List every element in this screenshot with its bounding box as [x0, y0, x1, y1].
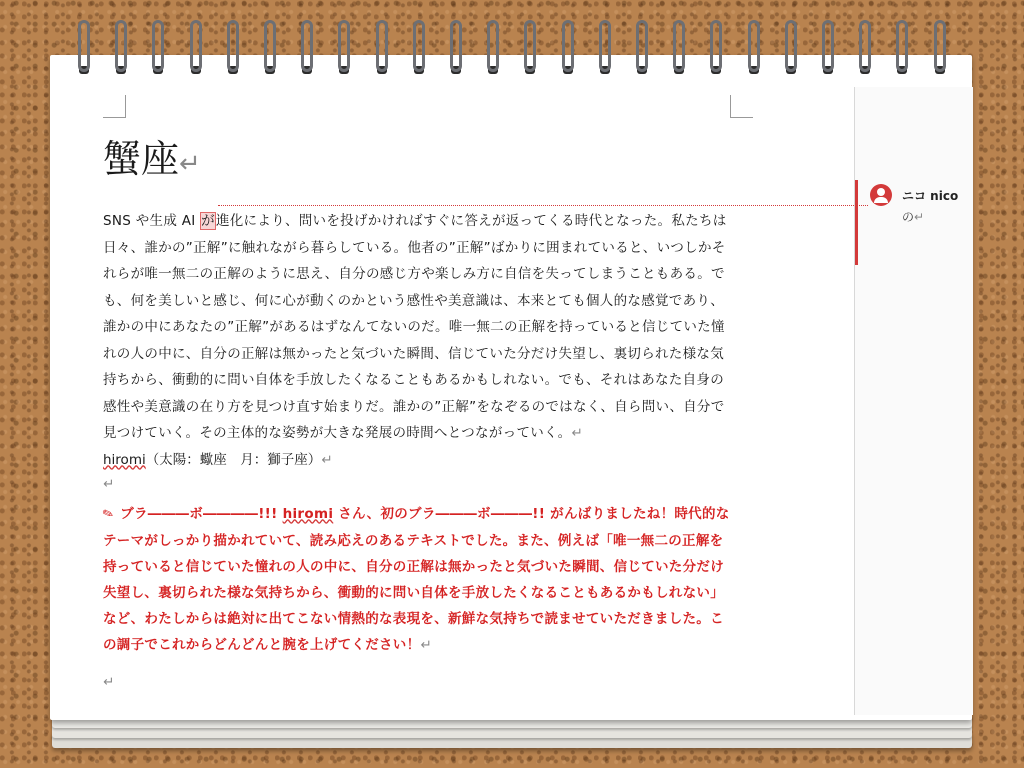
comment-card[interactable] [855, 180, 970, 265]
author-name: hiromi [103, 451, 146, 468]
paragraph-mark: ↵ [103, 475, 115, 492]
binding-ring [190, 20, 202, 72]
empty-paragraph[interactable] [103, 473, 733, 495]
paragraph-mark: ↵ [571, 425, 584, 441]
margin-corner-mark [730, 95, 753, 118]
pencil-icon: ✎ [100, 505, 117, 523]
feedback-paragraph[interactable]: ✎ ブラ―――ボ――――!!! hiromi さん、初のブラ―――ボ―――!! がんばりましたね！時代的なテーマがしっかり描かれていて、読み応えのあるテキストでした。また、例えば「唯一無二の正解を持っていると信じていた憧れの人の中に、自分の正解は無かったと気づいた瞬間、信じていた分だけ失望し、裏切られた様な気持ちから、衝動的に問い自体を手放したくなることもあるかもしれない」など、わたしからは絶対に出てこない情熱的な表現を、新鮮な気持ちで読ませていただきました。この調子でこれからどんどんと腕を上げてください！↵ [103, 501, 733, 658]
feedback-name: hiromi [282, 505, 334, 522]
binding-ring [376, 20, 388, 72]
commented-text-highlight[interactable]: が [201, 213, 215, 229]
binding-ring [748, 20, 760, 72]
binding-ring [413, 20, 425, 72]
paragraph-mark: ↵ [914, 210, 925, 224]
binding-ring [785, 20, 797, 72]
binding-ring [338, 20, 350, 72]
body-paragraph[interactable]: SNS や生成 AI が進化により、問いを投げかければすぐに答えが返ってくる時代となった。私たちは日々、誰かの”正解”に触れながら暮らしている。他者の”正解”ばかりに囲まれていると、いつしかそれらが唯一無二の正解のように思え、自分の感じ方や楽しみ方に自信を失ってしまうこともある。でも、何を美しいと感じ、何に心が動くのかという感性や美意識は、本来とても個人的な感覚であり、誰かの中にあなたの”正解”があるはずなんてないのだ。唯一無二の正解を持っていると信じていた憧れの人の中に、自分の正解は無かったと気づいた瞬間、信じていた分だけ失望し、裏切られた様な気持ちから、衝動的に問い自体を手放したくなることもあるかもしれない。でも、それはあなた自身の感性や美意識の在り方を見つけ直す始まりだ。誰かの”正解”をなぞるのではなく、自ら問い、自分で見つけていく。その主体的な姿勢が大きな発展の時間へとつながっていく。↵ [103, 213, 727, 441]
binding-ring [301, 20, 313, 72]
binding-ring [710, 20, 722, 72]
user-avatar-icon [870, 184, 892, 206]
comment-author: ニコ nico [902, 189, 959, 203]
paragraph-mark: ↵ [103, 674, 115, 690]
binding-ring [859, 20, 871, 72]
binding-ring [636, 20, 648, 72]
comment-text[interactable]: の↵ [902, 210, 925, 224]
binding-ring [115, 20, 127, 72]
document-title[interactable]: 蟹座↵ [103, 137, 201, 181]
binding-ring [822, 20, 834, 72]
spiral-binding [0, 0, 1024, 90]
empty-paragraph[interactable] [103, 671, 733, 693]
binding-ring [152, 20, 164, 72]
binding-ring [78, 20, 90, 72]
paragraph-mark: ↵ [321, 451, 333, 468]
binding-ring [673, 20, 685, 72]
binding-ring [264, 20, 276, 72]
binding-ring [487, 20, 499, 72]
binding-ring [524, 20, 536, 72]
margin-corner-mark [103, 95, 126, 118]
binding-ring [562, 20, 574, 72]
author-line[interactable] [103, 447, 733, 473]
binding-ring [896, 20, 908, 72]
paragraph-mark: ↵ [420, 636, 433, 653]
paragraph-mark: ↵ [179, 149, 201, 179]
document-body[interactable] [100, 133, 733, 693]
binding-ring [450, 20, 462, 72]
binding-ring [227, 20, 239, 72]
binding-ring [934, 20, 946, 72]
binding-ring [599, 20, 611, 72]
author-detail: （太陽：蠍座 月：獅子座） [145, 451, 322, 468]
